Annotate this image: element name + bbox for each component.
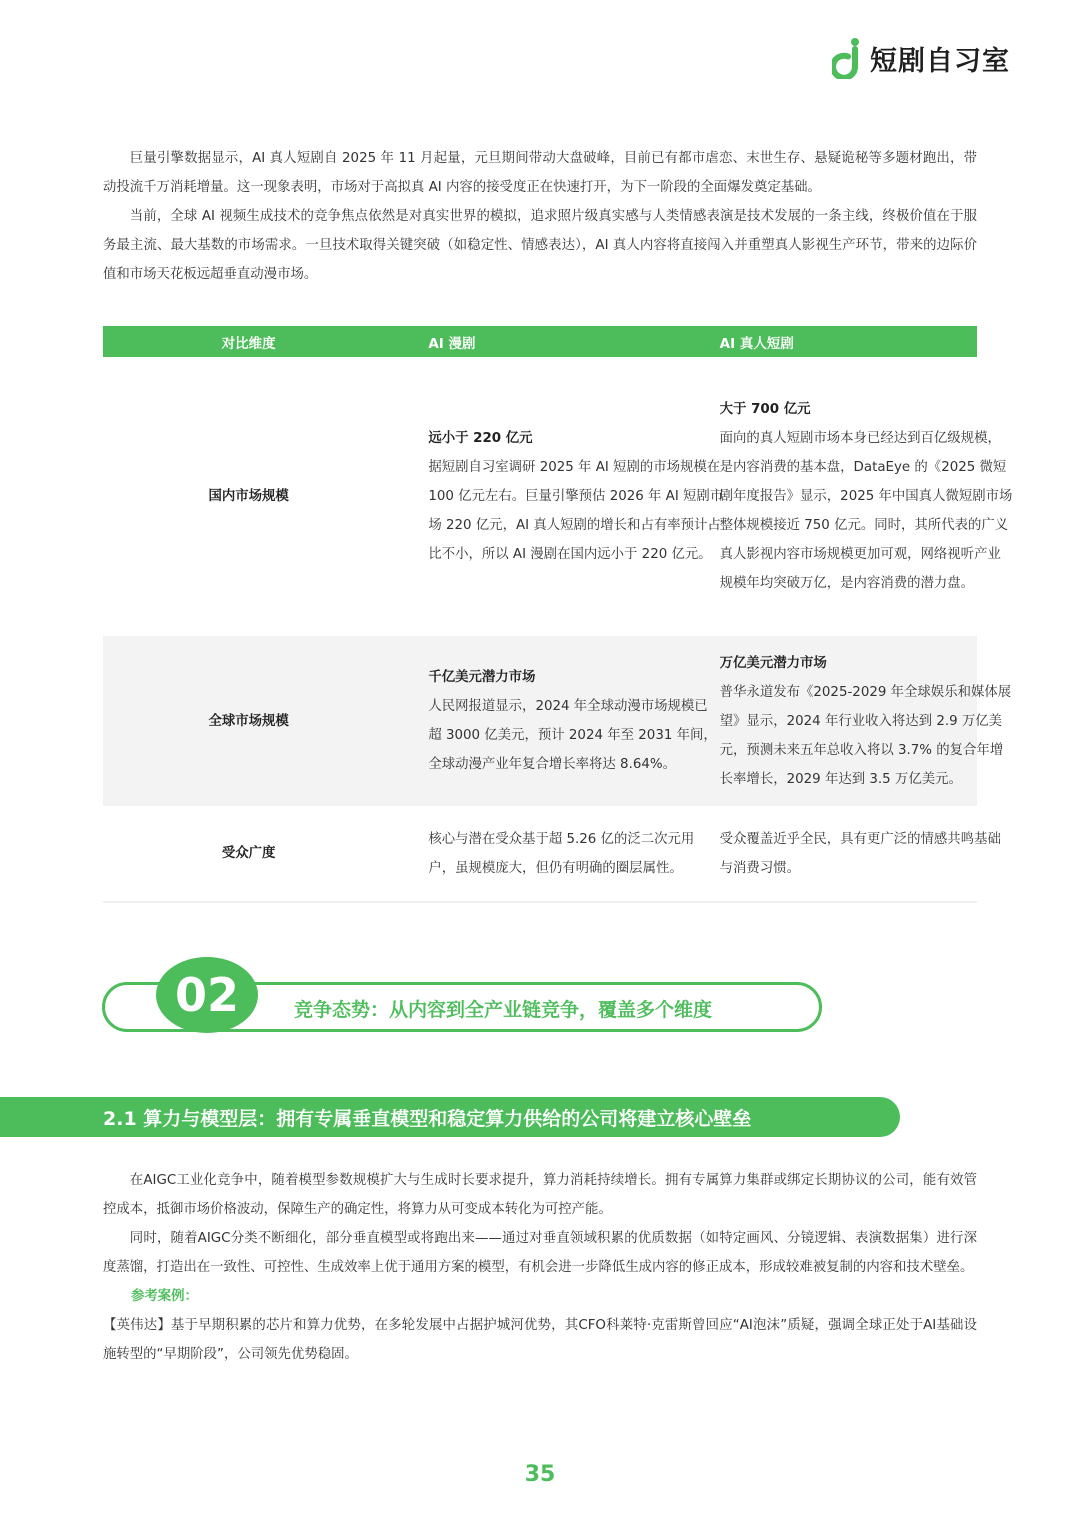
- intro-paragraph-2: 当前，全球 AI 视频生成技术的竞争焦点依然是对真实世界的模拟，追求照片级真实感与人类情感表演是技术发展的一条主线，终极价值在于服务最主流、最大基数的市场需求。一旦技术取得关键突破（如稳定性、情感表达），AI 真人内容将直接闯入并重塑真人影视生产环节，带来的边际价值和市场天花板远超垂直动漫市场。: [103, 209, 977, 282]
- brand-logo: [832, 36, 1010, 80]
- cell-ai-manju: [394, 806, 695, 902]
- cell-title: 远小于 220 亿元: [428, 431, 533, 446]
- page-number: 35: [524, 1462, 556, 1487]
- cell-text: 面向的真人短剧市场本身已经达到百亿级规模，是内容消费的基本盘，DataEye 的《2025 微短剧年度报告》显示，2025 年中国真人微短剧市场整体规模接近 750 亿元。同时，其所代表的广义真人影视内容市场规模更加可观，网络视听产业规模年均突破万亿，是内容消费的潜力盘。: [719, 431, 1013, 591]
- cell-text: 核心与潜在受众基于超 5.26 亿的泛二次元用户，虽规模庞大，但仍有明确的圈层属性。: [428, 831, 695, 876]
- subsection-heading: [0, 1097, 900, 1137]
- row-dimension: 受众广度: [103, 806, 394, 902]
- reference-label: 参考案例：: [131, 1289, 198, 1304]
- brand-name: 短剧自习室: [870, 45, 1010, 77]
- cell-text: 据短剧自习室调研 2025 年 AI 短剧的市场规模在 100 亿元左右。巨量引擎预估 2026 年 AI 短剧市场 220 亿元，AI 真人短剧的增长和占有率预计占比不小，所以 AI 漫剧在国内远小于 220 亿元。: [428, 460, 724, 562]
- table-header-row: [103, 326, 977, 357]
- cell-ai-real-drama: [686, 806, 1001, 902]
- intro-paragraph-1: 巨量引擎数据显示，AI 真人短剧自 2025 年 11 月起量，元旦期间带动大盘破峰，目前已有都市虐恋、末世生存、悬疑诡秘等多题材跑出，带动投流千万消耗增量。这一现象表明，市场对于高拟真 AI 内容的接受度正在快速打开，为下一阶段的全面爆发奠定基础。: [103, 151, 977, 195]
- cell-ai-manju: [394, 636, 717, 806]
- subsection-title: 2.1 算力与模型层：拥有专属垂直模型和稳定算力供给的公司将建立核心壁垒: [103, 1107, 752, 1130]
- row-dimension: 国内市场规模: [103, 357, 394, 636]
- table-row: [103, 806, 977, 902]
- comparison-table: [103, 326, 1013, 903]
- section-heading: [102, 957, 824, 1033]
- section-number-badge: [156, 957, 258, 1033]
- body-paragraph-1: 在AIGC工业化竞争中，随着模型参数规模扩大与生成时长要求提升，算力消耗持续增长。拥有专属算力集群或绑定长期协议的公司，能有效管控成本，抵御市场价格波动，保障生产的确定性，将算力从可变成本转化为可控产能。: [103, 1173, 977, 1217]
- cell-ai-manju: [394, 357, 724, 636]
- cell-title: 大于 700 亿元: [719, 402, 811, 417]
- cell-text: 人民网报道显示，2024 年全球动漫市场规模已超 3000 亿美元，预计 2024 年至 2031 年间，全球动漫产业年复合增长率将达 8.64%。: [428, 699, 717, 772]
- cell-text: 普华永道发布《2025-2029 年全球娱乐和媒体展望》显示，2024 年行业收入将达到 2.9 万亿美元，预测未来五年总收入将以 3.7% 的复合年增长率增长，2029 年达到 3.5 万亿美元。: [719, 684, 1012, 787]
- cell-title: 万亿美元潜力市场: [719, 655, 827, 671]
- body-paragraph-3: 【英伟达】基于早期积累的芯片和算力优势，在多轮发展中占据护城河优势，其CFO科莱特·克雷斯曾回应“AI泡沫”质疑，强调全球正处于AI基础设施转型的“早期阶段”，公司领先优势稳固。: [103, 1318, 978, 1362]
- logo-d-icon: [832, 37, 864, 79]
- cell-ai-real-drama: [686, 357, 1013, 636]
- section-number: 02: [174, 968, 239, 1022]
- section-title: 竞争态势：从内容到全产业链竞争，覆盖多个维度: [294, 999, 713, 1021]
- row-dimension: 全球市场规模: [103, 636, 394, 806]
- cell-ai-real-drama: [686, 636, 1012, 806]
- body-paragraph-2: 同时，随着AIGC分类不断细化，部分垂直模型或将跑出来——通过对垂直领域积累的优质数据（如特定画风、分镜逻辑、表演数据集）进行深度蒸馏，打造出在一致性、可控性、生成效率上优于通用方案的模型，有机会进一步降低生成内容的修正成本，形成较难被复制的内容和技术壁垒。: [103, 1231, 977, 1275]
- intro-text: [103, 144, 977, 289]
- header-dimension: 对比维度: [103, 326, 394, 357]
- cell-text: 受众覆盖近乎全民，具有更广泛的情感共鸣基础与消费习惯。: [719, 831, 1001, 876]
- header-ai-manju: AI 漫剧: [394, 326, 685, 357]
- body-text: [103, 1166, 977, 1369]
- header-ai-real-drama: AI 真人短剧: [686, 326, 977, 357]
- cell-title: 千亿美元潜力市场: [428, 670, 536, 685]
- table-row: [103, 357, 977, 636]
- table-row: [103, 636, 977, 806]
